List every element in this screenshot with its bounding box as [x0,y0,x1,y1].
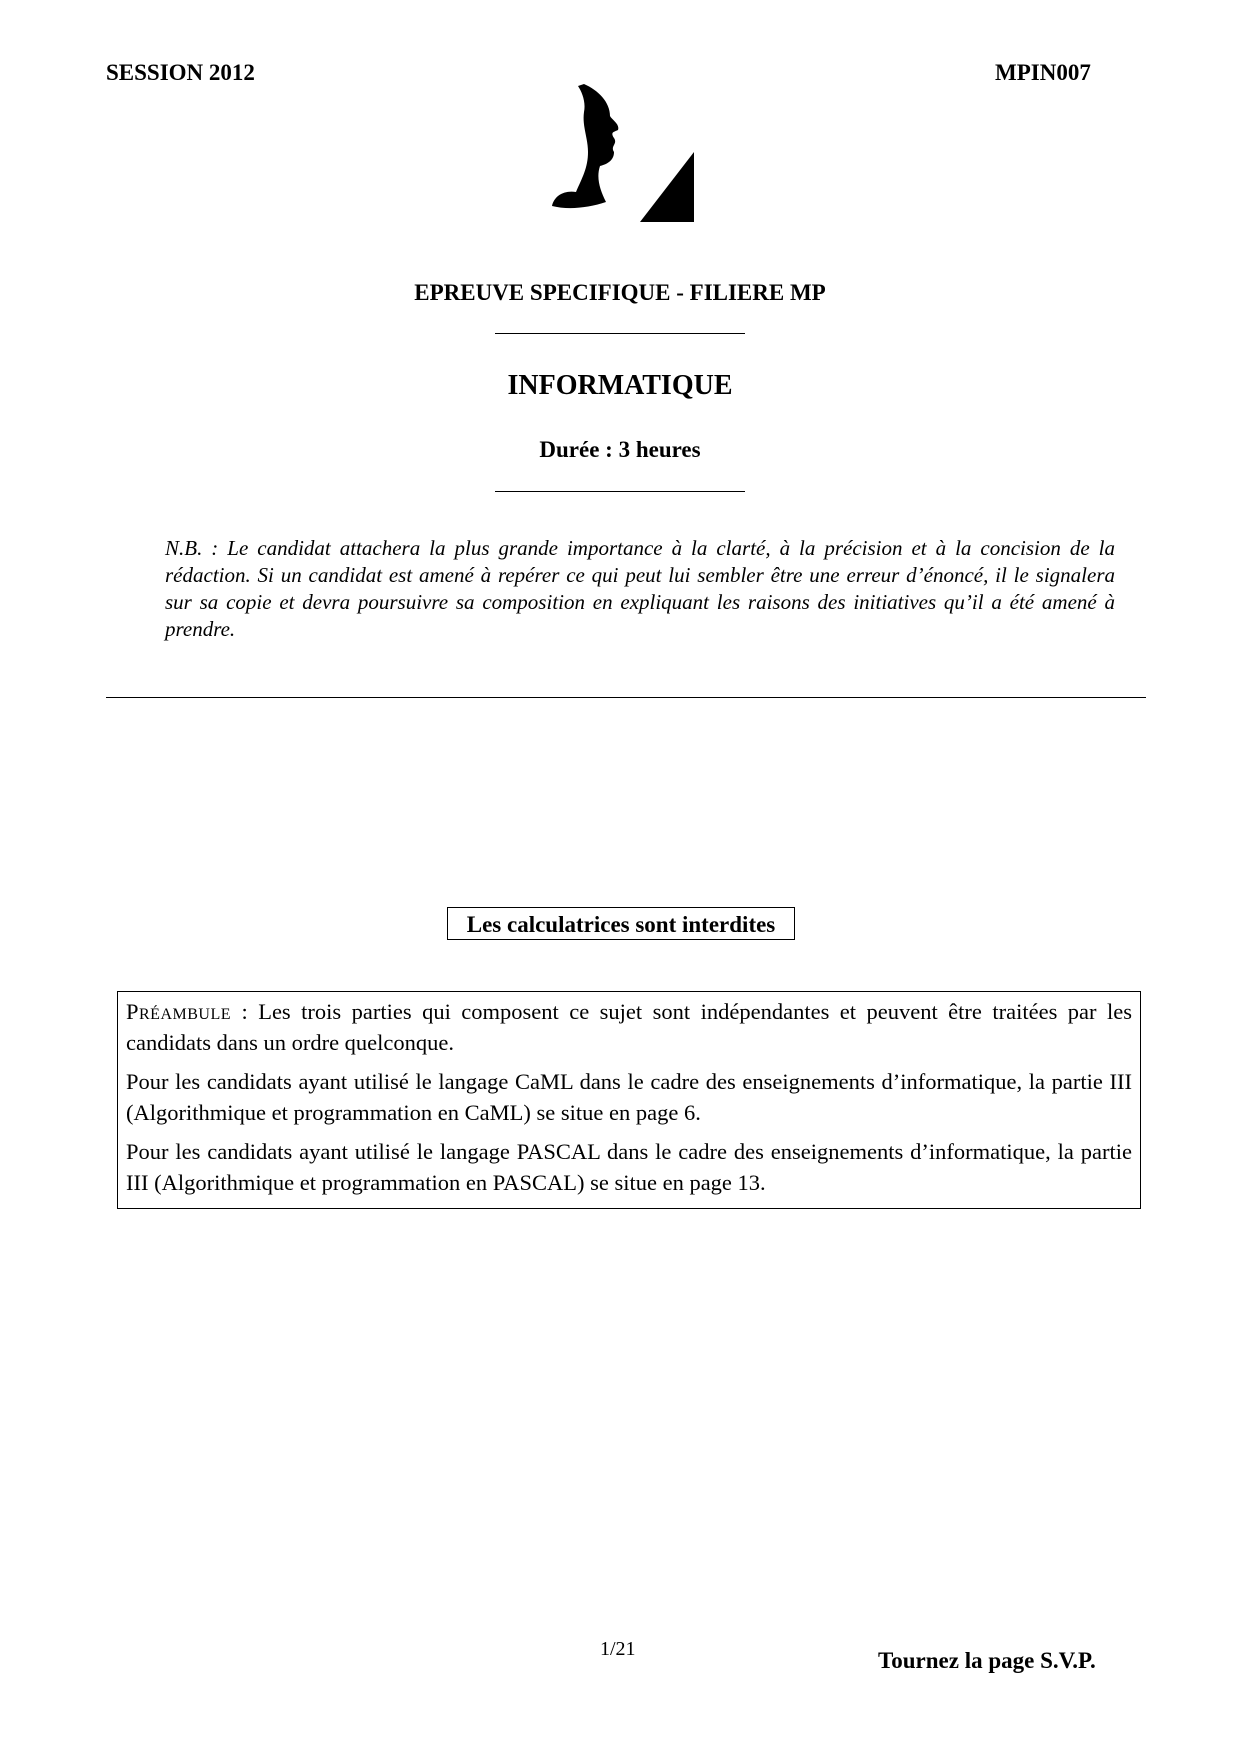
calculator-notice: Les calculatrices sont interdites [447,907,795,940]
duration: Durée : 3 heures [539,437,701,462]
exam-code: MPIN007 [995,60,1091,85]
logo-triangle [640,152,694,222]
session-label: SESSION 2012 [106,60,255,85]
section-divider [106,697,1146,698]
subject-title: INFORMATIQUE [507,370,733,401]
exam-type: EPREUVE SPECIFIQUE - FILIERE MP [414,280,826,305]
divider [495,333,745,334]
page-number: 1/21 [600,1638,636,1660]
instructions-note: N.B. : Le candidat attachera la plus grande importance à la clarté, à la précision et à la concision de la rédaction. Si un candidat est amené à repérer ce qui peut lui sembler être une erreur d’énoncé, il le signalera sur sa copie et devra poursuivre sa composition en expliquant les raisons des initiatives qu’il a été amené à prendre. [165,536,1115,641]
preamble-pascal: Pour les candidats ayant utilisé le langage PASCAL dans le cadre des enseignements d’informatique, la partie III (Algorithmique et programmation en PASCAL) se situe en page 13. [126,1139,1132,1195]
turn-page-note: Tournez la page S.V.P. [878,1648,1096,1673]
preamble-caml: Pour les candidats ayant utilisé le langage CaML dans le cadre des enseignements d’informatique, la partie III (Algorithmique et programmation en CaML) se situe en page 6. [126,1069,1132,1125]
preamble-label: Préambule [126,999,232,1024]
divider [495,491,745,492]
logo [548,82,696,222]
logo-face [552,84,618,208]
preamble-box [117,991,1141,1209]
preamble-intro [126,996,1132,1058]
preamble-intro-text: : Les trois parties qui composent ce sujet sont indépendantes et peuvent être traitées par les candidats dans un ordre quelconque. [126,999,1132,1055]
